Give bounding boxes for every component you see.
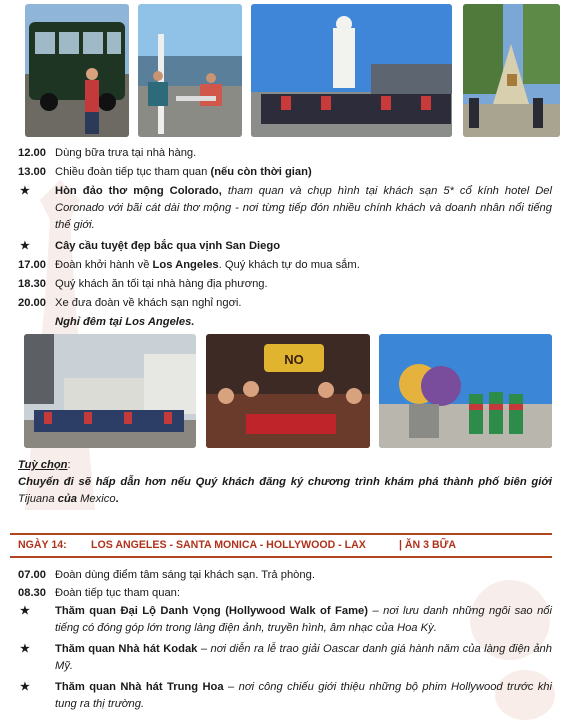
schedule-text: Chiều đoàn tiếp tục tham quan (nếu còn thời gian) <box>55 166 312 178</box>
schedule-note: (nếu còn thời gian) <box>210 166 312 178</box>
sight-row-colorado <box>18 183 552 237</box>
schedule-text: Đoàn khởi hành về Los Angeles. Quý khách tự do mua sắm. <box>55 259 360 271</box>
time-label: 13.00 <box>18 166 46 178</box>
schedule-text: Đoàn dùng điểm tâm sáng tại khách sạn. Trả phòng. <box>55 569 315 581</box>
overnight-text: Nghỉ đêm tại Los Angeles. <box>55 316 195 328</box>
time-label: 20.00 <box>18 297 46 309</box>
statue-group-photo <box>251 4 452 137</box>
optional-heading: Tuỳ chọn: <box>18 459 71 471</box>
day-route: LOS ANGELES - SANTA MONICA - HOLLYWOOD - LAX <box>91 539 366 551</box>
heart-balloon-photo <box>379 334 552 448</box>
outlet-group-photo <box>24 334 196 448</box>
trolley-photo <box>25 4 129 137</box>
sight-text: Thăm quan Nhà hát Kodak – nơi diễn ra lễ trao giải Oascar danh giá hành năm của làng điện ảnh Mỹ. <box>55 643 552 672</box>
sight-row <box>18 641 552 677</box>
star-bullet-icon: ★ <box>20 240 31 252</box>
day-header <box>18 538 552 554</box>
time-label: 08.30 <box>18 587 46 599</box>
optional-text: Chuyến đi sẽ hấp dẫn hơn nếu Quý khách đăng ký chương trình khám phá thành phố biên giới Tijuana của Mexico. <box>18 476 552 505</box>
schedule-text: Đoàn tiếp tục tham quan: <box>55 587 181 599</box>
time-label: 17.00 <box>18 259 46 271</box>
sight-text: Thăm quan Đại Lộ Danh Vọng (Hollywood Walk of Fame) – nơi lưu danh những ngôi sao nổi tiếng có đóng góp lớn trong làng điện ảnh, truyền hình, âm nhạc của Hoa Kỳ. <box>55 605 553 634</box>
star-bullet-icon: ★ <box>20 681 31 693</box>
section-divider <box>10 556 552 558</box>
sight-text: Thăm quan Nhà hát Trung Hoa – nơi công chiếu giới thiệu những bộ phim Hollywood trước khi tung ra thị trường. <box>55 681 552 710</box>
time-label: 18.30 <box>18 278 46 290</box>
sight-row <box>18 679 552 715</box>
section-divider <box>10 533 552 535</box>
restaurant-sign-text: NO <box>284 352 304 367</box>
sight-row <box>18 603 552 639</box>
carrier-photo <box>138 4 242 137</box>
schedule-text: Quý khách ăn tối tại nhà hàng địa phương. <box>55 278 268 290</box>
day-label: NGÀY 14: <box>18 539 67 551</box>
star-bullet-icon: ★ <box>20 185 31 197</box>
star-bullet-icon: ★ <box>20 643 31 655</box>
schedule-text: Dùng bữa trưa tại nhà hàng. <box>55 147 197 159</box>
restaurant-group-photo <box>206 334 370 448</box>
schedule-text: Xe đưa đoàn về khách sạn nghỉ ngơi. <box>55 297 242 309</box>
sight-text: Hòn đảo thơ mộng Colorado, tham quan và chụp hình tại khách sạn 5* cổ kính hotel Del Coronado với bãi cát dài thơ mộng - nơi từng tiếp đón nhiều chính khách và doanh nhân nổi tiếng thế giới. <box>55 185 552 231</box>
sight-text: Cây cầu tuyệt đẹp bắc qua vịnh San Diego <box>55 240 281 252</box>
day-meals: | ĂN 3 BỮA <box>399 539 457 551</box>
time-label: 07.00 <box>18 569 46 581</box>
monument-photo <box>463 4 560 137</box>
optional-label: Tuỳ chọn <box>18 459 68 471</box>
time-label: 12.00 <box>18 147 46 159</box>
star-bullet-icon: ★ <box>20 605 31 617</box>
